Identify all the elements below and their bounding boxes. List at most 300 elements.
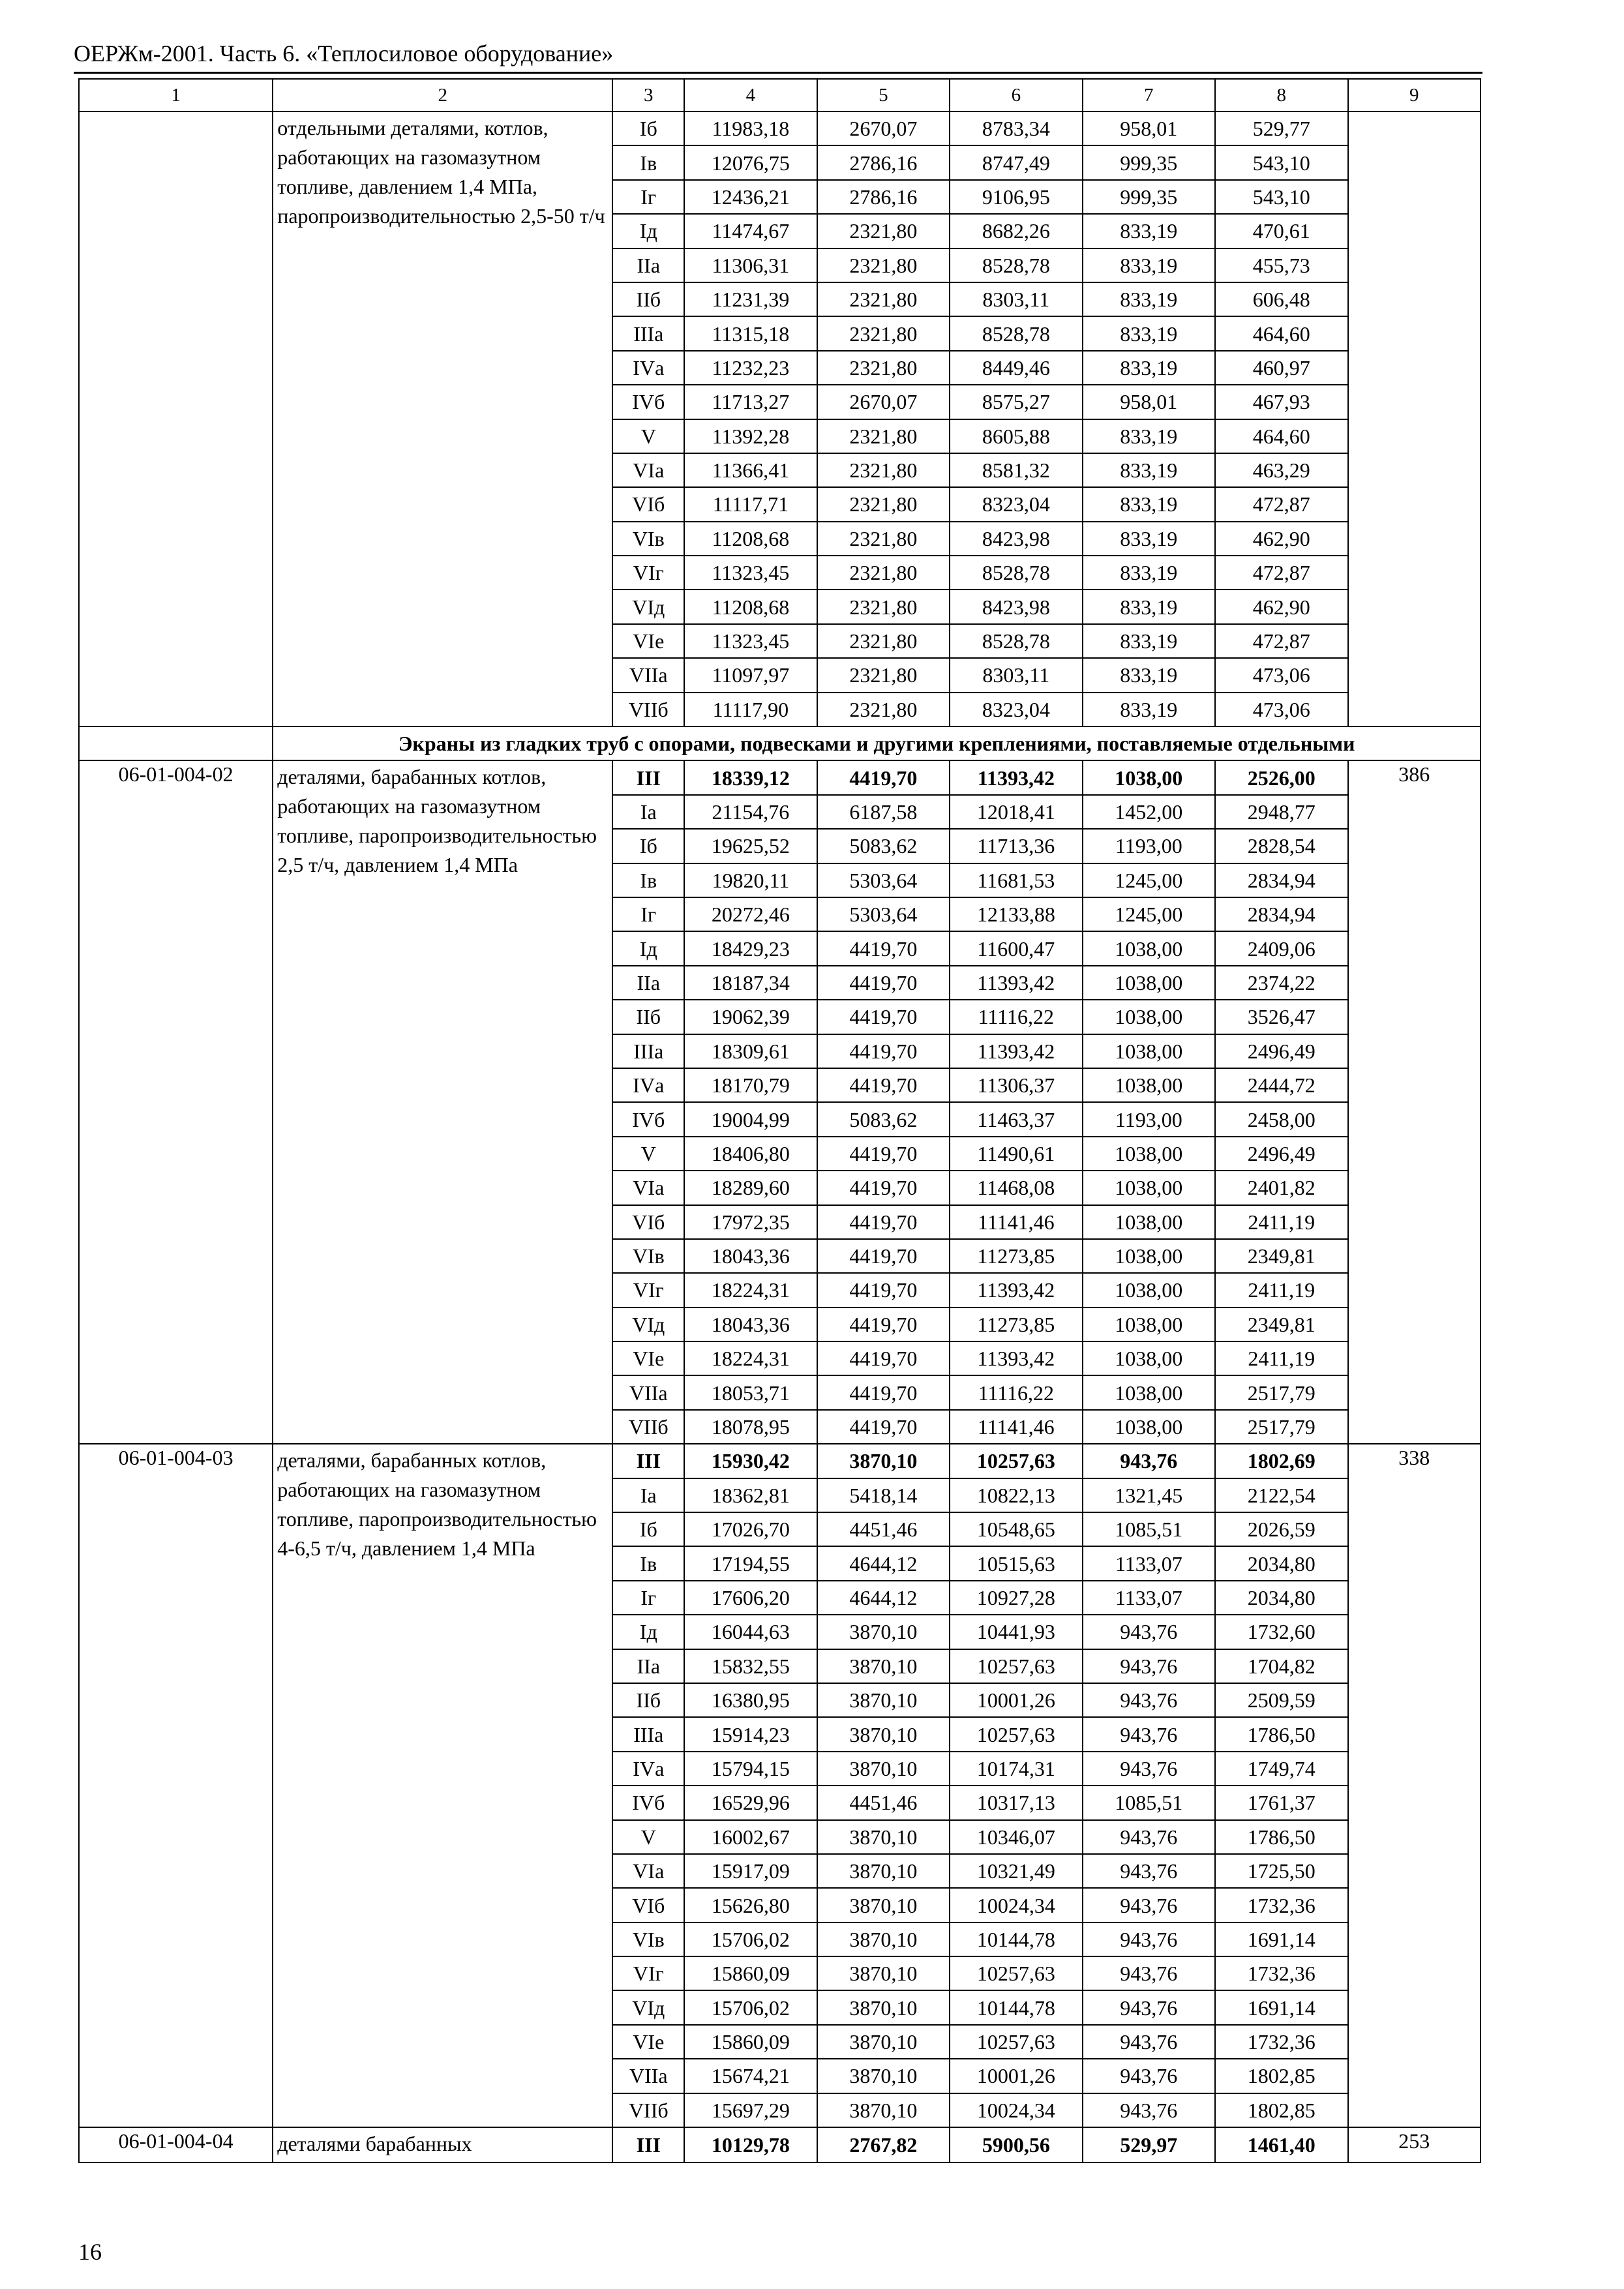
price-value: 11490,61 (950, 1137, 1082, 1171)
price-value: 16380,95 (684, 1683, 817, 1717)
price-value: 958,01 (1083, 385, 1215, 419)
price-value: 5303,64 (817, 863, 950, 897)
price-value: 2411,19 (1215, 1273, 1347, 1307)
price-value: 8581,32 (950, 453, 1082, 487)
price-value: 606,48 (1215, 282, 1347, 316)
zone-index: IVа (612, 1752, 684, 1786)
price-value: 3870,10 (817, 2025, 950, 2059)
price-value: 833,19 (1083, 351, 1215, 385)
price-value: 15706,02 (684, 1990, 817, 2024)
column-header: 3 (612, 79, 684, 112)
price-value: 15860,09 (684, 1956, 817, 1990)
price-value: 2509,59 (1215, 1683, 1347, 1717)
price-value: 4419,70 (817, 1137, 950, 1171)
resource-code: 06-01-004-04 (79, 2127, 273, 2162)
price-value: 15832,55 (684, 1649, 817, 1683)
price-value: 3870,10 (817, 1717, 950, 1751)
price-value: 1038,00 (1083, 1308, 1215, 1341)
price-value: 3870,10 (817, 1854, 950, 1888)
price-value: 833,19 (1083, 214, 1215, 248)
table-row (79, 1444, 1481, 1478)
price-value: 943,76 (1083, 1990, 1215, 2024)
price-value: 2321,80 (817, 453, 950, 487)
zone-index: III (612, 760, 684, 794)
price-value: 3870,10 (817, 1444, 950, 1478)
price-value: 11713,36 (950, 829, 1082, 863)
price-value: 1461,40 (1215, 2127, 1347, 2162)
price-value: 11273,85 (950, 1308, 1082, 1341)
zone-index: VIа (612, 1854, 684, 1888)
price-value: 4419,70 (817, 1410, 950, 1444)
price-value: 18309,61 (684, 1034, 817, 1068)
column-9-value: 253 (1348, 2127, 1481, 2162)
price-value: 4644,12 (817, 1546, 950, 1580)
price-value: 1038,00 (1083, 1137, 1215, 1171)
price-value: 3870,10 (817, 1922, 950, 1956)
price-value: 473,06 (1215, 693, 1347, 726)
price-value: 10257,63 (950, 1444, 1082, 1478)
price-value: 4419,70 (817, 1068, 950, 1102)
zone-index: VIIа (612, 1375, 684, 1409)
price-value: 943,76 (1083, 1683, 1215, 1717)
price-value: 4419,70 (817, 1308, 950, 1341)
price-value: 2517,79 (1215, 1375, 1347, 1409)
price-value: 10441,93 (950, 1615, 1082, 1649)
price-value: 464,60 (1215, 316, 1347, 350)
price-value: 2411,19 (1215, 1341, 1347, 1375)
zone-index: Iд (612, 214, 684, 248)
price-value: 2401,82 (1215, 1171, 1347, 1204)
zone-index: Iд (612, 1615, 684, 1649)
section-title-row (79, 726, 1481, 760)
resource-code: 06-01-004-03 (79, 1444, 273, 2127)
price-value: 2526,00 (1215, 760, 1347, 794)
price-value: 18429,23 (684, 931, 817, 965)
price-value: 2122,54 (1215, 1478, 1347, 1512)
price-value: 4419,70 (817, 760, 950, 794)
price-value: 11681,53 (950, 863, 1082, 897)
price-value: 15914,23 (684, 1717, 817, 1751)
price-value: 6187,58 (817, 795, 950, 829)
price-value: 8323,04 (950, 487, 1082, 521)
price-value: 8747,49 (950, 145, 1082, 179)
zone-index: VIе (612, 2025, 684, 2059)
price-value: 20272,46 (684, 897, 817, 931)
price-value: 11306,37 (950, 1068, 1082, 1102)
price-value: 1133,07 (1083, 1581, 1215, 1615)
price-value: 18187,34 (684, 966, 817, 1000)
price-value: 11231,39 (684, 282, 817, 316)
price-value: 19004,99 (684, 1102, 817, 1136)
zone-index: III (612, 1444, 684, 1478)
price-value: 3526,47 (1215, 1000, 1347, 1034)
price-value: 8323,04 (950, 693, 1082, 726)
price-value: 2321,80 (817, 351, 950, 385)
zone-index: IIб (612, 1683, 684, 1717)
zone-index: IIб (612, 1000, 684, 1034)
price-value: 2026,59 (1215, 1512, 1347, 1546)
price-value: 11393,42 (950, 1341, 1082, 1375)
zone-index: VIб (612, 1205, 684, 1239)
price-value: 18224,31 (684, 1273, 817, 1307)
price-value: 833,19 (1083, 419, 1215, 453)
price-value: 3870,10 (817, 1956, 950, 1990)
price-value: 8605,88 (950, 419, 1082, 453)
price-value: 10144,78 (950, 1990, 1082, 2024)
price-value: 833,19 (1083, 487, 1215, 521)
table-row (79, 112, 1481, 145)
zone-index: IIIа (612, 1034, 684, 1068)
zone-index: V (612, 1137, 684, 1171)
price-value: 18043,36 (684, 1308, 817, 1341)
price-value: 833,19 (1083, 693, 1215, 726)
price-value: 4419,70 (817, 1239, 950, 1273)
price-value: 11983,18 (684, 112, 817, 145)
price-value: 473,06 (1215, 658, 1347, 692)
price-value: 21154,76 (684, 795, 817, 829)
price-value: 17026,70 (684, 1512, 817, 1546)
price-value: 943,76 (1083, 1922, 1215, 1956)
price-value: 8303,11 (950, 282, 1082, 316)
price-value: 2409,06 (1215, 931, 1347, 965)
price-value: 11097,97 (684, 658, 817, 692)
price-value: 11323,45 (684, 624, 817, 658)
price-value: 8423,98 (950, 522, 1082, 556)
price-value: 4419,70 (817, 1375, 950, 1409)
page-number: 16 (78, 2239, 102, 2265)
price-value: 467,93 (1215, 385, 1347, 419)
price-value: 1038,00 (1083, 1341, 1215, 1375)
price-value: 943,76 (1083, 1615, 1215, 1649)
price-value: 2786,16 (817, 145, 950, 179)
price-value: 833,19 (1083, 624, 1215, 658)
price-value: 15917,09 (684, 1854, 817, 1888)
zone-index: IIа (612, 966, 684, 1000)
price-value: 11208,68 (684, 590, 817, 623)
zone-index: Iг (612, 897, 684, 931)
price-value: 2321,80 (817, 693, 950, 726)
price-value: 1085,51 (1083, 1786, 1215, 1819)
price-value: 2321,80 (817, 248, 950, 282)
price-value: 4451,46 (817, 1512, 950, 1546)
price-value: 3870,10 (817, 1615, 950, 1649)
price-value: 1786,50 (1215, 1820, 1347, 1854)
price-value: 1732,36 (1215, 2025, 1347, 2059)
price-value: 4419,70 (817, 1273, 950, 1307)
zone-index: Iв (612, 145, 684, 179)
price-value: 10515,63 (950, 1546, 1082, 1580)
price-value: 1786,50 (1215, 1717, 1347, 1751)
price-value: 833,19 (1083, 522, 1215, 556)
price-value: 11273,85 (950, 1239, 1082, 1273)
price-value: 16002,67 (684, 1820, 817, 1854)
price-value: 4419,70 (817, 1205, 950, 1239)
zone-index: VIг (612, 556, 684, 590)
price-value: 3870,10 (817, 2059, 950, 2093)
price-value: 463,29 (1215, 453, 1347, 487)
price-value: 8423,98 (950, 590, 1082, 623)
price-value: 833,19 (1083, 590, 1215, 623)
price-value: 2496,49 (1215, 1137, 1347, 1171)
price-value: 3870,10 (817, 1820, 950, 1854)
price-value: 10548,65 (950, 1512, 1082, 1546)
price-value: 2834,94 (1215, 863, 1347, 897)
price-value: 11392,28 (684, 419, 817, 453)
price-value: 11463,37 (950, 1102, 1082, 1136)
price-value: 17972,35 (684, 1205, 817, 1239)
price-value: 2670,07 (817, 385, 950, 419)
zone-index: VIIб (612, 2093, 684, 2127)
price-value: 4419,70 (817, 1171, 950, 1204)
price-value: 1038,00 (1083, 931, 1215, 965)
price-value: 10927,28 (950, 1581, 1082, 1615)
price-value: 2321,80 (817, 214, 950, 248)
price-table (78, 78, 1481, 2163)
zone-index: VIа (612, 1171, 684, 1204)
price-value: 1732,60 (1215, 1615, 1347, 1649)
price-value: 3870,10 (817, 1888, 950, 1922)
price-value: 10024,34 (950, 1888, 1082, 1922)
price-value: 11116,22 (950, 1000, 1082, 1034)
price-value: 1452,00 (1083, 795, 1215, 829)
price-value: 18362,81 (684, 1478, 817, 1512)
price-value: 464,60 (1215, 419, 1347, 453)
price-value: 8783,34 (950, 112, 1082, 145)
price-value: 3870,10 (817, 1752, 950, 1786)
price-value: 10321,49 (950, 1854, 1082, 1888)
price-value: 943,76 (1083, 1717, 1215, 1751)
price-value: 18053,71 (684, 1375, 817, 1409)
price-value: 11713,27 (684, 385, 817, 419)
price-value: 11232,23 (684, 351, 817, 385)
price-value: 2948,77 (1215, 795, 1347, 829)
price-value: 4419,70 (817, 931, 950, 965)
price-value: 17606,20 (684, 1581, 817, 1615)
price-value: 19625,52 (684, 829, 817, 863)
column-number-row (79, 79, 1481, 112)
column-header: 6 (950, 79, 1082, 112)
price-value: 11141,46 (950, 1410, 1082, 1444)
zone-index: IVб (612, 385, 684, 419)
price-value: 1038,00 (1083, 1205, 1215, 1239)
price-value: 5418,14 (817, 1478, 950, 1512)
price-value: 12018,41 (950, 795, 1082, 829)
price-value: 529,97 (1083, 2127, 1215, 2162)
price-value: 1761,37 (1215, 1786, 1347, 1819)
price-value: 18043,36 (684, 1239, 817, 1273)
price-value: 1193,00 (1083, 1102, 1215, 1136)
price-value: 11117,90 (684, 693, 817, 726)
price-value: 12436,21 (684, 180, 817, 214)
price-value: 11141,46 (950, 1205, 1082, 1239)
zone-index: IVа (612, 351, 684, 385)
zone-index: IVб (612, 1102, 684, 1136)
price-value: 15860,09 (684, 2025, 817, 2059)
zone-index: IIIа (612, 316, 684, 350)
column-9-value: 338 (1348, 1444, 1481, 2127)
zone-index: VIб (612, 1888, 684, 1922)
price-value: 1691,14 (1215, 1990, 1347, 2024)
price-value: 17194,55 (684, 1546, 817, 1580)
price-value: 462,90 (1215, 590, 1347, 623)
column-header: 7 (1083, 79, 1215, 112)
price-value: 833,19 (1083, 453, 1215, 487)
column-header: 8 (1215, 79, 1347, 112)
zone-index: VIIа (612, 658, 684, 692)
price-value: 2828,54 (1215, 829, 1347, 863)
price-value: 833,19 (1083, 556, 1215, 590)
price-value: 833,19 (1083, 658, 1215, 692)
price-value: 11474,67 (684, 214, 817, 248)
zone-index: Iв (612, 863, 684, 897)
price-value: 2321,80 (817, 556, 950, 590)
price-value: 4419,70 (817, 1034, 950, 1068)
zone-index: VIIб (612, 1410, 684, 1444)
price-value: 2321,80 (817, 316, 950, 350)
resource-code: 06-01-004-02 (79, 760, 273, 1444)
price-value: 1193,00 (1083, 829, 1215, 863)
price-value: 15930,42 (684, 1444, 817, 1478)
price-value: 2670,07 (817, 112, 950, 145)
price-value: 999,35 (1083, 145, 1215, 179)
column-9-value: 386 (1348, 760, 1481, 1444)
price-value: 2321,80 (817, 487, 950, 521)
zone-index: Iа (612, 795, 684, 829)
price-value: 10257,63 (950, 1649, 1082, 1683)
price-value: 15794,15 (684, 1752, 817, 1786)
price-value: 16044,63 (684, 1615, 817, 1649)
price-value: 2458,00 (1215, 1102, 1347, 1136)
price-value: 943,76 (1083, 1820, 1215, 1854)
price-value: 19820,11 (684, 863, 817, 897)
zone-index: VIб (612, 487, 684, 521)
price-value: 2517,79 (1215, 1410, 1347, 1444)
price-value: 472,87 (1215, 624, 1347, 658)
zone-index: Iг (612, 180, 684, 214)
price-value: 1038,00 (1083, 1000, 1215, 1034)
price-value: 460,97 (1215, 351, 1347, 385)
price-value: 10174,31 (950, 1752, 1082, 1786)
price-value: 1245,00 (1083, 863, 1215, 897)
price-value: 2834,94 (1215, 897, 1347, 931)
price-value: 18406,80 (684, 1137, 817, 1171)
zone-index: Iг (612, 1581, 684, 1615)
price-value: 455,73 (1215, 248, 1347, 282)
price-value: 11468,08 (950, 1171, 1082, 1204)
price-value: 3870,10 (817, 1990, 950, 2024)
price-value: 470,61 (1215, 214, 1347, 248)
price-value: 4419,70 (817, 1000, 950, 1034)
price-value: 4451,46 (817, 1786, 950, 1819)
price-value: 15706,02 (684, 1922, 817, 1956)
price-value: 2321,80 (817, 624, 950, 658)
price-value: 10822,13 (950, 1478, 1082, 1512)
price-value: 2496,49 (1215, 1034, 1347, 1068)
zone-index: IIа (612, 1649, 684, 1683)
price-value: 11393,42 (950, 966, 1082, 1000)
price-value: 833,19 (1083, 282, 1215, 316)
price-value: 1038,00 (1083, 1034, 1215, 1068)
price-value: 943,76 (1083, 1649, 1215, 1683)
price-value: 18078,95 (684, 1410, 817, 1444)
table-row (79, 2127, 1481, 2162)
work-description: отдельными деталями, котлов, работающих на газомазутном топливе, давлением 1,4 МПа, паропроизводительностью 2,5-50 т/ч (273, 112, 612, 726)
price-value: 8528,78 (950, 556, 1082, 590)
price-value: 10346,07 (950, 1820, 1082, 1854)
price-value: 10024,34 (950, 2093, 1082, 2127)
price-value: 2034,80 (1215, 1581, 1347, 1615)
price-value: 11600,47 (950, 931, 1082, 965)
price-value: 8528,78 (950, 316, 1082, 350)
price-value: 9106,95 (950, 180, 1082, 214)
price-value: 1245,00 (1083, 897, 1215, 931)
price-value: 15697,29 (684, 2093, 817, 2127)
zone-index: VIв (612, 1922, 684, 1956)
price-value: 18339,12 (684, 760, 817, 794)
price-value: 11366,41 (684, 453, 817, 487)
zone-index: III (612, 2127, 684, 2162)
price-value: 10317,13 (950, 1786, 1082, 1819)
price-value: 10144,78 (950, 1922, 1082, 1956)
price-value: 10257,63 (950, 2025, 1082, 2059)
column-header: 4 (684, 79, 817, 112)
zone-index: Iд (612, 931, 684, 965)
price-value: 5083,62 (817, 1102, 950, 1136)
column-header: 1 (79, 79, 273, 112)
price-value: 2411,19 (1215, 1205, 1347, 1239)
zone-index: VIв (612, 522, 684, 556)
price-value: 2321,80 (817, 419, 950, 453)
price-value: 3870,10 (817, 1649, 950, 1683)
price-value: 3870,10 (817, 2093, 950, 2127)
zone-index: IIIа (612, 1717, 684, 1751)
column-header: 5 (817, 79, 950, 112)
price-value: 4419,70 (817, 1341, 950, 1375)
price-value: 11306,31 (684, 248, 817, 282)
price-value: 943,76 (1083, 1752, 1215, 1786)
price-value: 11393,42 (950, 1273, 1082, 1307)
price-value: 1038,00 (1083, 1375, 1215, 1409)
price-value: 833,19 (1083, 248, 1215, 282)
price-value: 1802,69 (1215, 1444, 1347, 1478)
price-value: 1749,74 (1215, 1752, 1347, 1786)
section-title: Экраны из гладких труб с опорами, подвесками и другими креплениями, поставляемые отдельными (273, 726, 1481, 760)
price-value: 2034,80 (1215, 1546, 1347, 1580)
table-row (79, 760, 1481, 794)
price-value: 8528,78 (950, 248, 1082, 282)
price-value: 18170,79 (684, 1068, 817, 1102)
price-value: 11323,45 (684, 556, 817, 590)
price-value: 2321,80 (817, 658, 950, 692)
price-value: 2786,16 (817, 180, 950, 214)
price-value: 943,76 (1083, 2025, 1215, 2059)
price-value: 1802,85 (1215, 2059, 1347, 2093)
price-value: 472,87 (1215, 487, 1347, 521)
zone-index: VIIб (612, 693, 684, 726)
price-value: 16529,96 (684, 1786, 817, 1819)
code-cell (79, 726, 273, 760)
price-value: 11116,22 (950, 1375, 1082, 1409)
zone-index: VIв (612, 1239, 684, 1273)
price-value: 4419,70 (817, 966, 950, 1000)
price-value: 5900,56 (950, 2127, 1082, 2162)
zone-index: VIд (612, 590, 684, 623)
price-value: 943,76 (1083, 2059, 1215, 2093)
price-value: 11393,42 (950, 1034, 1082, 1068)
price-value: 2767,82 (817, 2127, 950, 2162)
price-value: 8449,46 (950, 351, 1082, 385)
work-description: деталями, барабанных котлов, работающих на газомазутном топливе, паропроизводительностью 2,5 т/ч, давлением 1,4 МПа (273, 760, 612, 1444)
